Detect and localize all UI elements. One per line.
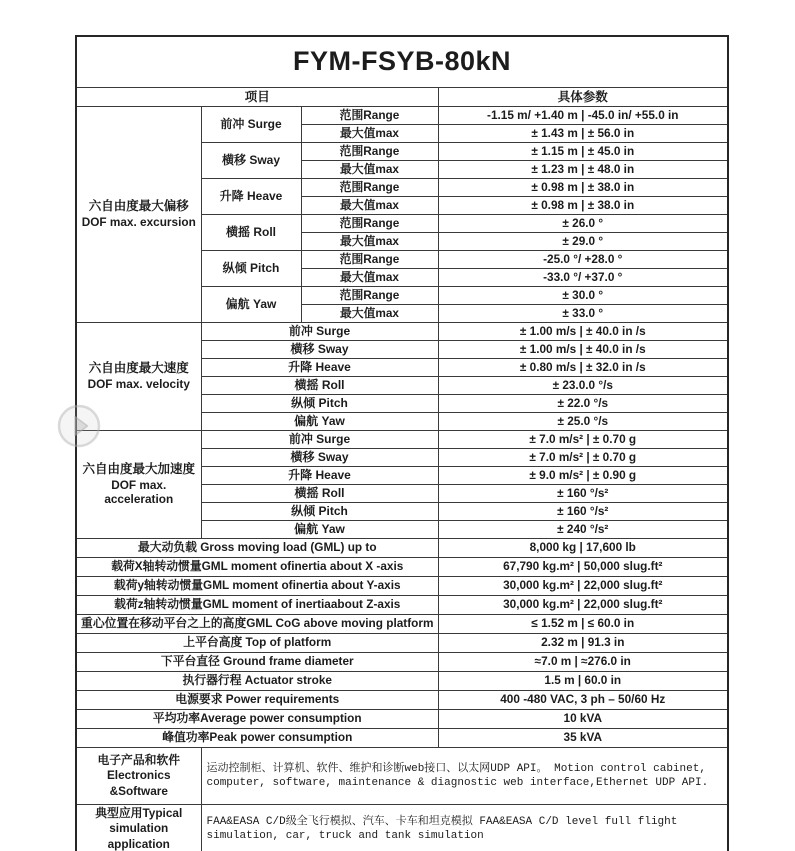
range-label: 范围Range <box>301 179 438 197</box>
spec-row-inertia-y <box>76 577 728 596</box>
acceleration-surge-value: ± 7.0 m/s² | ± 0.70 g <box>438 431 728 449</box>
excursion-group-zh: 六自由度最大偏移 <box>88 199 189 214</box>
roll-max-value: ± 29.0 ° <box>438 233 728 251</box>
acceleration-yaw-label: 偏航 Yaw <box>201 521 438 539</box>
typical-application-text: FAA&EASA C/D级全飞行模拟、汽车、卡车和坦克模拟 FAA&EASA C/D level full flight simulation, car, truck and tank simulation <box>201 805 728 851</box>
acceleration-pitch-label: 纵倾 Pitch <box>201 503 438 521</box>
velocity-roll-value: ± 23.0.0 °/s <box>438 377 728 395</box>
typical-application-row <box>76 805 728 851</box>
spec-label: 上平台高度 Top of platform <box>76 634 438 653</box>
spec-row-cog <box>76 615 728 634</box>
velocity-group-en: DOF max. velocity <box>87 376 190 391</box>
velocity-yaw-value: ± 25.0 °/s <box>438 413 728 431</box>
acceleration-pitch-value: ± 160 °/s² <box>438 503 728 521</box>
spec-label: 最大动负载 Gross moving load (GML) up to <box>76 539 438 558</box>
velocity-pitch-label: 纵倾 Pitch <box>201 395 438 413</box>
spec-value: 1.5 m | 60.0 in <box>438 672 728 691</box>
spec-row-average-power <box>76 710 728 729</box>
application-label-en: simulation application <box>107 821 170 851</box>
acceleration-heave-label: 升降 Heave <box>201 467 438 485</box>
spec-label: 电源要求 Power requirements <box>76 691 438 710</box>
dof-pitch-label: 纵倾 Pitch <box>201 251 301 287</box>
spec-row-top-of-platform <box>76 634 728 653</box>
roll-range-value: ± 26.0 ° <box>438 215 728 233</box>
application-label-zh: 典型应用Typical <box>95 806 183 820</box>
header-row <box>76 88 728 107</box>
acceleration-group-zh: 六自由度最大加速度 <box>82 461 195 476</box>
spec-row-peak-power <box>76 729 728 748</box>
acceleration-roll-value: ± 160 °/s² <box>438 485 728 503</box>
velocity-surge-value: ± 1.00 m/s | ± 40.0 in /s <box>438 323 728 341</box>
spec-table <box>75 35 729 851</box>
dof-surge-label: 前冲 Surge <box>201 107 301 143</box>
max-label: 最大值max <box>301 305 438 323</box>
dof-roll-label: 横摇 Roll <box>201 215 301 251</box>
excursion-group-en: DOF max. excursion <box>81 214 196 229</box>
acceleration-sway-label: 横移 Sway <box>201 449 438 467</box>
spec-row-inertia-x <box>76 558 728 577</box>
dof-heave-label: 升降 Heave <box>201 179 301 215</box>
acceleration-sway-value: ± 7.0 m/s² | ± 0.70 g <box>438 449 728 467</box>
header-item: 项目 <box>76 88 438 107</box>
electronics-label-en: Electronics &Software <box>106 768 171 798</box>
spec-value: 400 -480 VAC, 3 ph – 50/60 Hz <box>438 691 728 710</box>
acceleration-yaw-value: ± 240 °/s² <box>438 521 728 539</box>
yaw-range-value: ± 30.0 ° <box>438 287 728 305</box>
range-label: 范围Range <box>301 215 438 233</box>
page-title: FYM-FSYB-80kN <box>76 36 728 88</box>
max-label: 最大值max <box>301 233 438 251</box>
spec-row-power-requirements <box>76 691 728 710</box>
spec-row-actuator-stroke <box>76 672 728 691</box>
velocity-surge-label: 前冲 Surge <box>201 323 438 341</box>
spec-value: ≤ 1.52 m | ≤ 60.0 in <box>438 615 728 634</box>
typical-application-label <box>76 805 201 851</box>
range-label: 范围Range <box>301 143 438 161</box>
spec-value: 35 kVA <box>438 729 728 748</box>
velocity-sway-label: 横移 Sway <box>201 341 438 359</box>
carousel-next-icon[interactable] <box>56 403 102 449</box>
spec-label: 载荷X轴转动惯量GML moment ofinertia about X -axis <box>76 558 438 577</box>
spec-label: 载荷z轴转动惯量GML moment of inertiaabout Z-axis <box>76 596 438 615</box>
velocity-yaw-label: 偏航 Yaw <box>201 413 438 431</box>
spec-value: 30,000 kg.m² | 22,000 slug.ft² <box>438 596 728 615</box>
spec-value: 8,000 kg | 17,600 lb <box>438 539 728 558</box>
spec-row-ground-frame-diameter <box>76 653 728 672</box>
yaw-max-value: ± 33.0 ° <box>438 305 728 323</box>
spec-value: 30,000 kg.m² | 22,000 slug.ft² <box>438 577 728 596</box>
acceleration-group-en: DOF max. acceleration <box>104 477 174 507</box>
pitch-max-value: -33.0 °/ +37.0 ° <box>438 269 728 287</box>
spec-label: 平均功率Average power consumption <box>76 710 438 729</box>
dof-sway-label: 横移 Sway <box>201 143 301 179</box>
spec-label: 执行器行程 Actuator stroke <box>76 672 438 691</box>
electronics-software-label <box>76 748 201 805</box>
header-params: 具体参数 <box>438 88 728 107</box>
velocity-roll-label: 横摇 Roll <box>201 377 438 395</box>
spec-value: 10 kVA <box>438 710 728 729</box>
spec-value: ≈7.0 m | ≈276.0 in <box>438 653 728 672</box>
velocity-heave-label: 升降 Heave <box>201 359 438 377</box>
electronics-software-row <box>76 748 728 805</box>
spec-value: 67,790 kg.m² | 50,000 slug.ft² <box>438 558 728 577</box>
spec-row-inertia-z <box>76 596 728 615</box>
heave-max-value: ± 0.98 m | ± 38.0 in <box>438 197 728 215</box>
surge-range-value: -1.15 m/ +1.40 m | -45.0 in/ +55.0 in <box>438 107 728 125</box>
electronics-label-zh: 电子产品和软件 <box>97 753 181 767</box>
surge-max-value: ± 1.43 m | ± 56.0 in <box>438 125 728 143</box>
max-label: 最大值max <box>301 125 438 143</box>
spec-label: 下平台直径 Ground frame diameter <box>76 653 438 672</box>
range-label: 范围Range <box>301 107 438 125</box>
spec-label: 重心位置在移动平台之上的高度GML CoG above moving platform <box>76 615 438 634</box>
excursion-surge-range-row <box>76 107 728 125</box>
range-label: 范围Range <box>301 287 438 305</box>
sway-range-value: ± 1.15 m | ± 45.0 in <box>438 143 728 161</box>
range-label: 范围Range <box>301 251 438 269</box>
spec-label: 载荷y轴转动惯量GML moment ofinertia about Y-axis <box>76 577 438 596</box>
title-row <box>76 36 728 88</box>
electronics-software-text: 运动控制柜、计算机、软件、维护和诊断web接口、以太网UDP API。 Motion control cabinet, computer, software, maintenance & diagnostic web interface,Ethernet UDP API. <box>201 748 728 805</box>
heave-range-value: ± 0.98 m | ± 38.0 in <box>438 179 728 197</box>
pitch-range-value: -25.0 °/ +28.0 ° <box>438 251 728 269</box>
excursion-group-cell <box>76 107 201 323</box>
spec-row-gross-moving-load <box>76 539 728 558</box>
sway-max-value: ± 1.23 m | ± 48.0 in <box>438 161 728 179</box>
acceleration-roll-label: 横摇 Roll <box>201 485 438 503</box>
spec-value: 2.32 m | 91.3 in <box>438 634 728 653</box>
velocity-heave-value: ± 0.80 m/s | ± 32.0 in /s <box>438 359 728 377</box>
velocity-surge-row <box>76 323 728 341</box>
acceleration-surge-row <box>76 431 728 449</box>
velocity-sway-value: ± 1.00 m/s | ± 40.0 in /s <box>438 341 728 359</box>
acceleration-heave-value: ± 9.0 m/s² | ± 0.90 g <box>438 467 728 485</box>
max-label: 最大值max <box>301 161 438 179</box>
max-label: 最大值max <box>301 269 438 287</box>
acceleration-surge-label: 前冲 Surge <box>201 431 438 449</box>
velocity-pitch-value: ± 22.0 °/s <box>438 395 728 413</box>
max-label: 最大值max <box>301 197 438 215</box>
spec-label: 峰值功率Peak power consumption <box>76 729 438 748</box>
velocity-group-zh: 六自由度最大速度 <box>88 361 189 376</box>
dof-yaw-label: 偏航 Yaw <box>201 287 301 323</box>
